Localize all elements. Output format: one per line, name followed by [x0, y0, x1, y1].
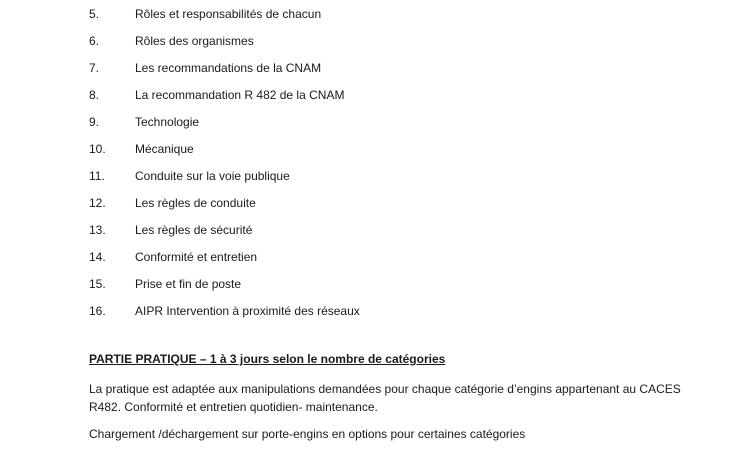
- list-item-text: Les règles de sécurité: [135, 223, 253, 237]
- practical-section-paragraph: La pratique est adaptée aux manipulations demandées pour chaque catégorie d’engins appartenant au CACES R482. Conformité et entretien quotidien- maintenance.: [89, 382, 681, 414]
- practical-section-paragraph: Chargement /déchargement sur porte-engins en options pour certaines catégories: [89, 427, 526, 441]
- list-item-text: Mécanique: [135, 142, 194, 156]
- list-item-number: 13.: [89, 223, 106, 237]
- list-item-text: Prise et fin de poste: [135, 277, 242, 291]
- list-item-text: AIPR Intervention à proximité des réseaux: [135, 304, 360, 318]
- list-item-number: 11.: [89, 169, 105, 183]
- list-item-number: 12.: [89, 196, 106, 210]
- list-item-text: Rôles des organismes: [135, 34, 254, 48]
- list-item-number: 16.: [89, 304, 106, 318]
- list-item-text: Conduite sur la voie publique: [135, 169, 290, 183]
- list-item-text: Les règles de conduite: [135, 196, 256, 210]
- list-item-number: 6.: [89, 34, 100, 48]
- list-item-number: 5.: [89, 7, 100, 21]
- list-item-text: Rôles et responsabilités de chacun: [135, 7, 322, 21]
- list-item-text: Conformité et entretien: [135, 250, 258, 264]
- list-item-number: 10.: [89, 142, 106, 156]
- list-item-text: Les recommandations de la CNAM: [135, 61, 322, 75]
- list-item-text: La recommandation R 482 de la CNAM: [135, 88, 345, 102]
- list-item-number: 9.: [89, 115, 100, 129]
- list-item-number: 7.: [89, 61, 100, 75]
- list-item-number: 15.: [89, 277, 106, 291]
- practical-section-heading: PARTIE PRATIQUE – 1 à 3 jours selon le nombre de catégories: [89, 352, 446, 366]
- list-item-number: 14.: [89, 250, 106, 264]
- list-item-number: 8.: [89, 88, 100, 102]
- list-item-text: Technologie: [135, 115, 200, 129]
